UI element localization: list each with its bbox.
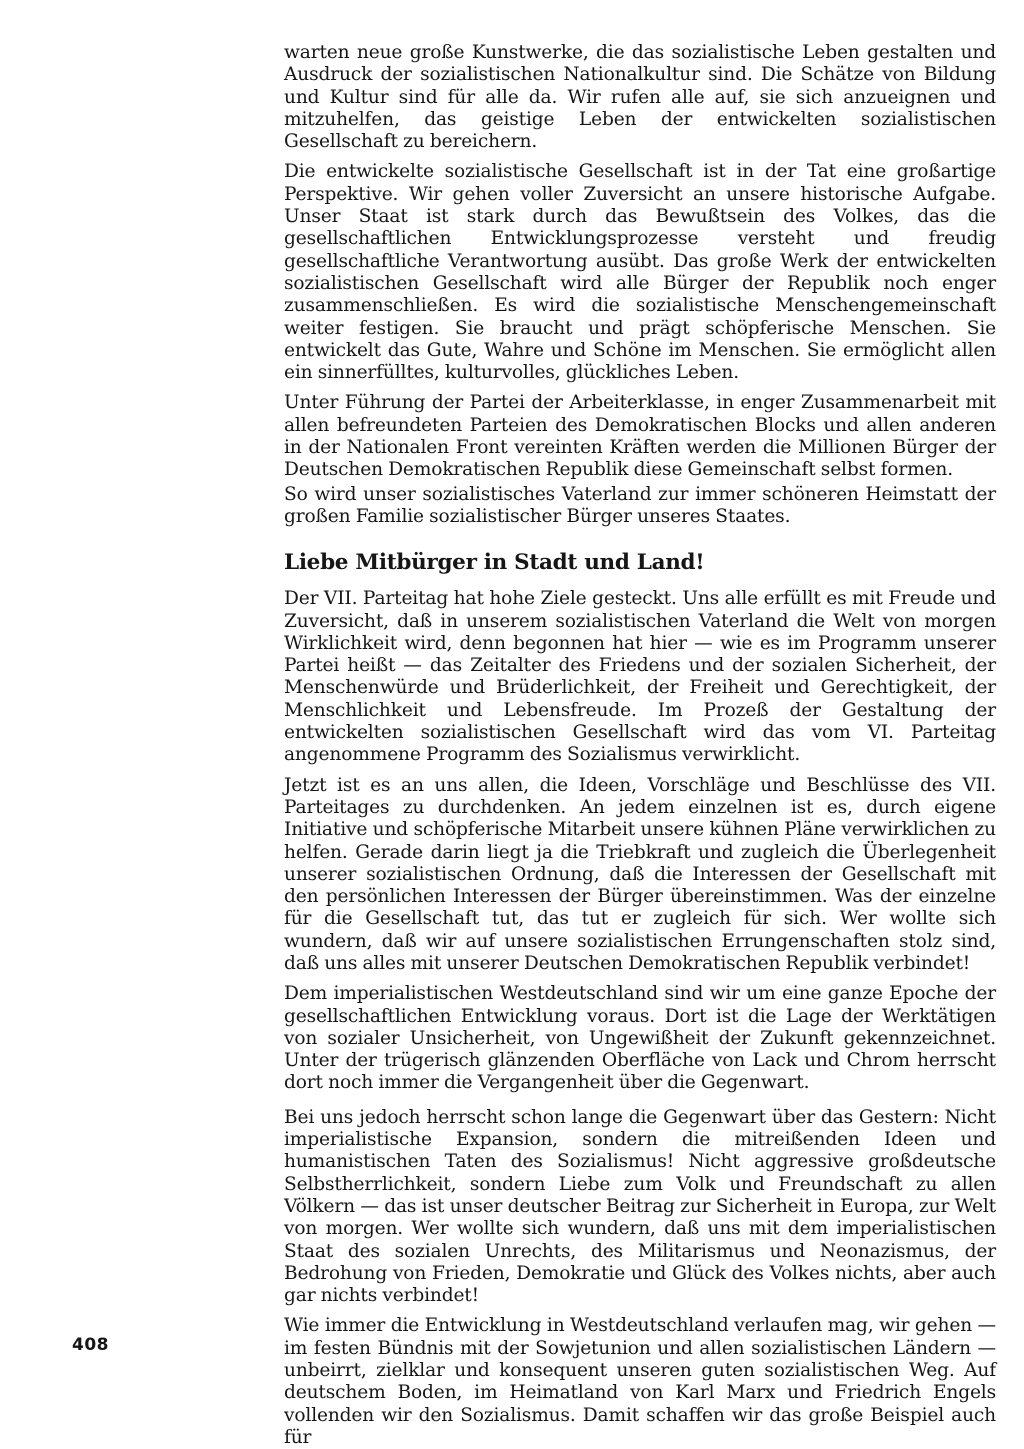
page-body (284, 42, 996, 1449)
paragraph-westdeutschland: Dem imperialistischen Westdeutschland sind wir um eine ganze Epoche der gesellschaftlichen Entwicklung voraus. Dort ist die Lage der Werktätigen von sozialer Unsicherheit, von Ungewißheit der Zukunft gekennzeichnet. Unter der trügerisch glänzenden Oberfläche von Lack und Chrom herrscht dort noch immer die Vergangenheit über die Gegenwart. (284, 983, 996, 1094)
paragraph-kunstwerke: warten neue große Kunstwerke, die das sozialistische Leben gestalten und Ausdruck der sozialistischen Nationalkultur sind. Die Schätze von Bildung und Kultur sind für alle da. Wir rufen alle auf, sie sich anzueignen und mitzuhelfen, das geistige Leben der entwickelten sozialistischen Gesellschaft zu bereichern. (284, 42, 996, 153)
paragraph-beschluesse: Jetzt ist es an uns allen, die Ideen, Vorschläge und Beschlüsse des VII. Parteitages zu durchdenken. An jedem einzelnen ist es, durch eigene Initiative und schöpferische Mitarbeit unsere kühnen Pläne verwirklichen zu helfen. Gerade darin liegt ja die Triebkraft und zugleich die Überlegenheit unserer sozialistischen Ordnung, daß die Interessen der Gesellschaft mit den persönlichen Interessen der Bürger übereinstimmen. Was der einzelne für die Gesellschaft tut, das tut er zugleich für sich. Wer wollte sich wundern, daß wir auf unsere sozialistischen Errungenschaften stolz sind, daß uns alles mit unserer Deutschen Demokratischen Republik verbindet! (284, 774, 996, 974)
page-number: 408 (72, 1335, 109, 1355)
paragraph-gegenwart: Bei uns jedoch herrscht schon lange die Gegenwart über das Gestern: Nicht imperialistische Expansion, sondern die mitreißenden Ideen und humanistischen Taten des Sozialismus! Nicht aggressive großdeutsche Selbstherrlichkeit, sondern Liebe zum Volk und Freundschaft zu allen Völkern — das ist unser deutscher Beitrag zur Sicherheit in Europa, zur Welt von morgen. Wer wollte sich wundern, daß uns mit dem imperialistischen Staat des sozialen Unrechts, des Militarismus und Neonazismus, der Bedrohung von Frieden, Demokratie und Glück des Volkes nichts, aber auch gar nichts verbindet! (284, 1106, 996, 1307)
paragraph-vaterland-heimstatt: So wird unser sozialistisches Vaterland zur immer schöneren Heimstatt der großen Familie sozialistischer Bürger unseres Staates. (284, 483, 996, 527)
section-heading: Liebe Mitbürger in Stadt und Land! (284, 550, 705, 576)
paragraph-parteitag-ziele: Der VII. Parteitag hat hohe Ziele gesteckt. Uns alle erfüllt es mit Freude und Zuversicht, daß in unserem sozialistischen Vaterland die Welt von morgen Wirklichkeit wird, denn begonnen hat hier — wie es im Programm unserer Partei heißt — das Zeitalter des Friedens und der sozialen Sicherheit, der Menschenwürde und Brüderlichkeit, der Freiheit und Gerechtigkeit, der Menschlichkeit und Lebensfreude. Im Prozeß der Gestaltung der entwickelten sozialistischen Gesellschaft wird das vom VI. Parteitag angenommene Programm des Sozialismus verwirklicht. (284, 588, 996, 766)
paragraph-perspektive: Die entwickelte sozialistische Gesellschaft ist in der Tat eine großartige Perspektive. Wir gehen voller Zuversicht an unsere historische Aufgabe. Unser Staat ist stark durch das Bewußtsein des Volkes, das die gesellschaftlichen Entwicklungsprozesse versteht und freudig gesellschaftliche Verantwortung ausübt. Das große Werk der entwickelten sozialistischen Gesellschaft wird alle Bürger der Republik noch enger zusammenschließen. Es wird die sozialistische Menschengemeinschaft weiter festigen. Sie braucht und prägt schöpferische Menschen. Sie entwickelt das Gute, Wahre und Schöne im Menschen. Sie ermöglicht allen ein sinnerfülltes, kulturvolles, glückliches Leben. (284, 161, 996, 384)
paragraph-entwicklung-weg: Wie immer die Entwicklung in Westdeutschland verlaufen mag, wir gehen — im festen Bündnis mit der Sowjetunion und allen sozialistischen Ländern — unbeirrt, zielklar und konsequent unseren guten sozialistischen Weg. Auf deutschem Boden, im Heimatland von Karl Marx und Friedrich Engels vollenden wir den Sozialismus. Damit schaffen wir das große Beispiel auch für (284, 1315, 996, 1448)
paragraph-fuehrung-partei: Unter Führung der Partei der Arbeiterklasse, in enger Zusammenarbeit mit allen befreundeten Parteien des Demokratischen Blocks und allen anderen in der Nationalen Front vereinten Kräften werden die Millionen Bürger der Deutschen Demokratischen Republik diese Gemeinschaft selbst formen. (284, 392, 996, 481)
